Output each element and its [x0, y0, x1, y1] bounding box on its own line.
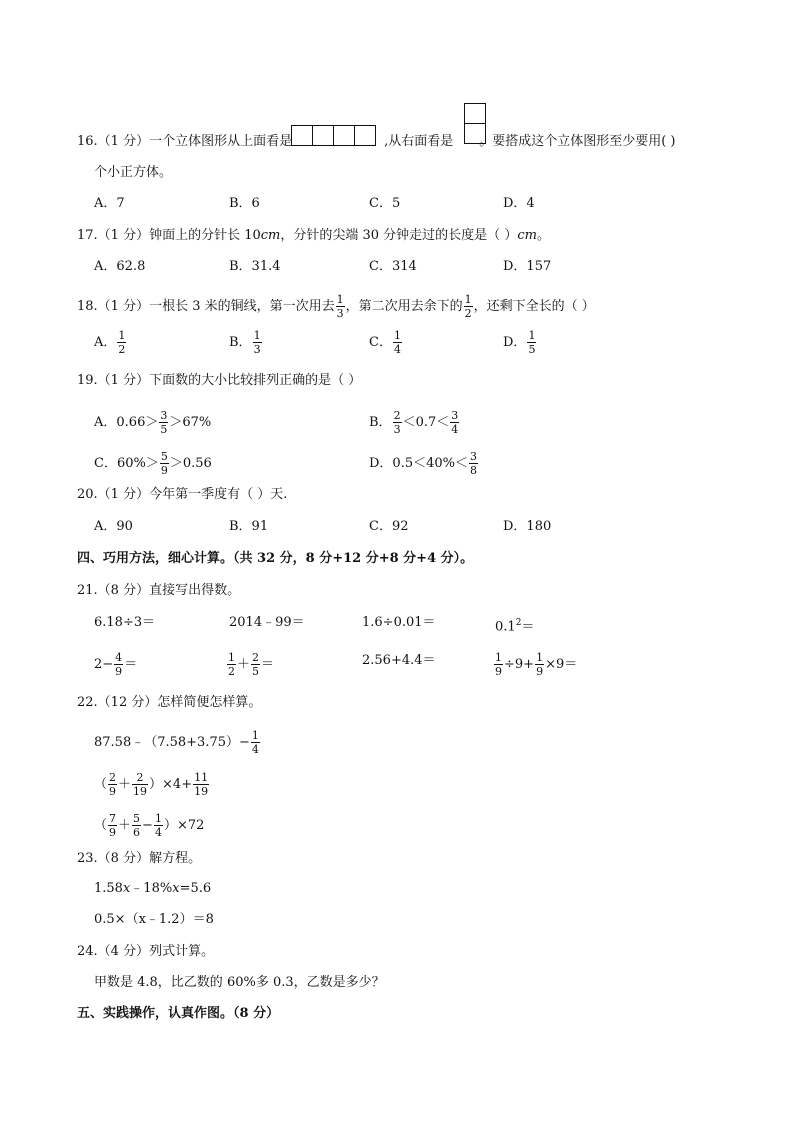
fraction: $\frac{1}{3}$ [253, 329, 261, 356]
q21-item-8: $\frac{1}{9}$ ÷9+ $\frac{1}{9}$ ×9＝ [495, 651, 578, 678]
q22-expr-3: （ $\frac{7}{9}$ ＋ $\frac{5}{6}$ − $\frac{1}{4}$ ）×72 [94, 812, 205, 839]
fraction: $\frac{3}{5}$ [160, 409, 168, 436]
q20-option-a: A．90 [94, 519, 133, 534]
q18-option-d: D． $\frac{1}{5}$ [503, 329, 536, 356]
grid-cell [464, 123, 486, 144]
fraction: $\frac{2}{5}$ [252, 651, 260, 678]
fraction: $\frac{1}{2}$ [118, 329, 126, 356]
q17-option-a: A．62.8 [94, 259, 146, 274]
q17-stem: 17.（1 分）钟面上的分针长 10cm，分针的尖端 30 分钟走过的长度是（ ）cm。 [77, 228, 550, 243]
q18-stem: 18.（1 分）一根长 3 米的铜线，第一次用去 $\frac{1}{3}$ ，第二次用去余下的 $\frac{1}{2}$ ，还剩下全长的（ ） [77, 293, 595, 320]
q19-option-a: A．0.66＞ $\frac{3}{5}$ ＞67% [94, 409, 212, 436]
q21-item-2: 2014﹣99＝ [229, 615, 305, 630]
q17-option-b: B．31.4 [229, 259, 281, 274]
fraction: $\frac{1}{2}$ [464, 293, 472, 320]
section-4-heading: 四、巧用方法，细心计算。（共 32 分，8 分+12 分+8 分+4 分）。 [77, 551, 474, 566]
q17-option-c: C．314 [369, 259, 417, 274]
q24-stem: 24.（4 分）列式计算。 [77, 944, 215, 959]
fraction: $\frac{3}{4}$ [451, 409, 459, 436]
q23-equation-2: 0.5×（x﹣1.2）＝8 [94, 912, 214, 927]
q24-problem: 甲数是 4.8，比乙数的 60%多 0.3，乙数是多少？ [94, 975, 385, 990]
q16-option-b: B．6 [229, 196, 260, 211]
fraction: $\frac{1}{3}$ [336, 293, 344, 320]
q16-stem: 16.（1 分）一个立体图形从上面看是 ,从右面看是 。要搭成这个立体图形至少要用( ) [77, 134, 676, 149]
q21-item-3: 1.6÷0.01＝ [362, 615, 436, 630]
q19-option-d: D．0.5＜40%＜ $\frac{3}{8}$ [369, 450, 477, 477]
q21-item-5: 2− $\frac{4}{9}$ ＝ [94, 651, 138, 678]
fraction: $\frac{3}{8}$ [470, 450, 477, 477]
fraction: $\frac{7}{9}$ [109, 812, 117, 839]
right-view-figure [464, 103, 486, 144]
fraction: $\frac{5}{6}$ [133, 812, 141, 839]
q16-option-a: A．7 [94, 196, 125, 211]
q19-option-b: B． $\frac{2}{3}$ ＜0.7＜ $\frac{3}{4}$ [369, 409, 459, 436]
q16-option-d: D．4 [503, 196, 535, 211]
fraction: $\frac{1}{9}$ [495, 651, 502, 678]
grid-cell [312, 125, 334, 146]
q16-line2: 个小正方体。 [94, 165, 173, 180]
q21-item-1: 6.18÷3＝ [94, 615, 156, 630]
fraction: $\frac{1}{2}$ [228, 651, 235, 678]
q20-stem: 20.（1 分）今年第一季度有（ ）天. [77, 487, 288, 502]
fraction: $\frac{1}{4}$ [251, 729, 259, 756]
fraction: $\frac{2}{19}$ [133, 771, 148, 798]
fraction: $\frac{4}{9}$ [115, 651, 123, 678]
q23-stem: 23.（8 分）解方程。 [77, 851, 202, 866]
fraction: $\frac{1}{4}$ [154, 812, 162, 839]
grid-cell [464, 103, 486, 124]
q20-option-b: B．91 [229, 519, 269, 534]
fraction: $\frac{2}{3}$ [393, 409, 401, 436]
fraction: $\frac{1}{9}$ [536, 651, 544, 678]
section-5-heading: 五、实践操作，认真作图。（8 分） [77, 1006, 280, 1021]
top-view-figure [292, 125, 376, 146]
q22-expr-1: 87.58﹣（7.58+3.75）− $\frac{1}{4}$ [94, 729, 259, 756]
q20-option-c: C．92 [369, 519, 409, 534]
q23-equation-1: 1.58x﹣18%x=5.6 [94, 881, 212, 896]
q22-stem: 22.（12 分）怎样简便怎样算。 [77, 695, 262, 710]
q20-option-d: D．180 [503, 519, 552, 534]
q22-expr-2: （ $\frac{2}{9}$ ＋ $\frac{2}{19}$ ）×4+ $\frac{11}{19}$ [94, 771, 209, 798]
fraction: $\frac{5}{9}$ [160, 450, 168, 477]
q19-option-c: C．60%＞ $\frac{5}{9}$ ＞0.56 [94, 450, 212, 477]
q18-option-a: A． $\frac{1}{2}$ [94, 329, 126, 356]
q17-option-d: D．157 [503, 259, 552, 274]
fraction: $\frac{1}{4}$ [393, 329, 401, 356]
fraction: $\frac{1}{5}$ [528, 329, 536, 356]
q18-option-c: C． $\frac{1}{4}$ [369, 329, 401, 356]
q21-item-6: $\frac{1}{2}$ ＋ $\frac{2}{5}$ ＝ [228, 651, 275, 678]
q18-option-b: B． $\frac{1}{3}$ [229, 329, 261, 356]
grid-cell [333, 125, 355, 146]
grid-cell [354, 125, 376, 146]
grid-cell [291, 125, 313, 146]
fraction: $\frac{11}{19}$ [194, 771, 209, 798]
q19-stem: 19.（1 分）下面数的大小比较排列正确的是（ ） [77, 373, 362, 388]
q21-item-4: $0.1^2=$ [495, 618, 535, 635]
q21-item-7: 2.56+4.4＝ [362, 653, 436, 668]
q21-stem: 21.（8 分）直接写出得数。 [77, 583, 241, 598]
fraction: $\frac{2}{9}$ [109, 771, 117, 798]
q16-option-c: C．5 [369, 196, 401, 211]
